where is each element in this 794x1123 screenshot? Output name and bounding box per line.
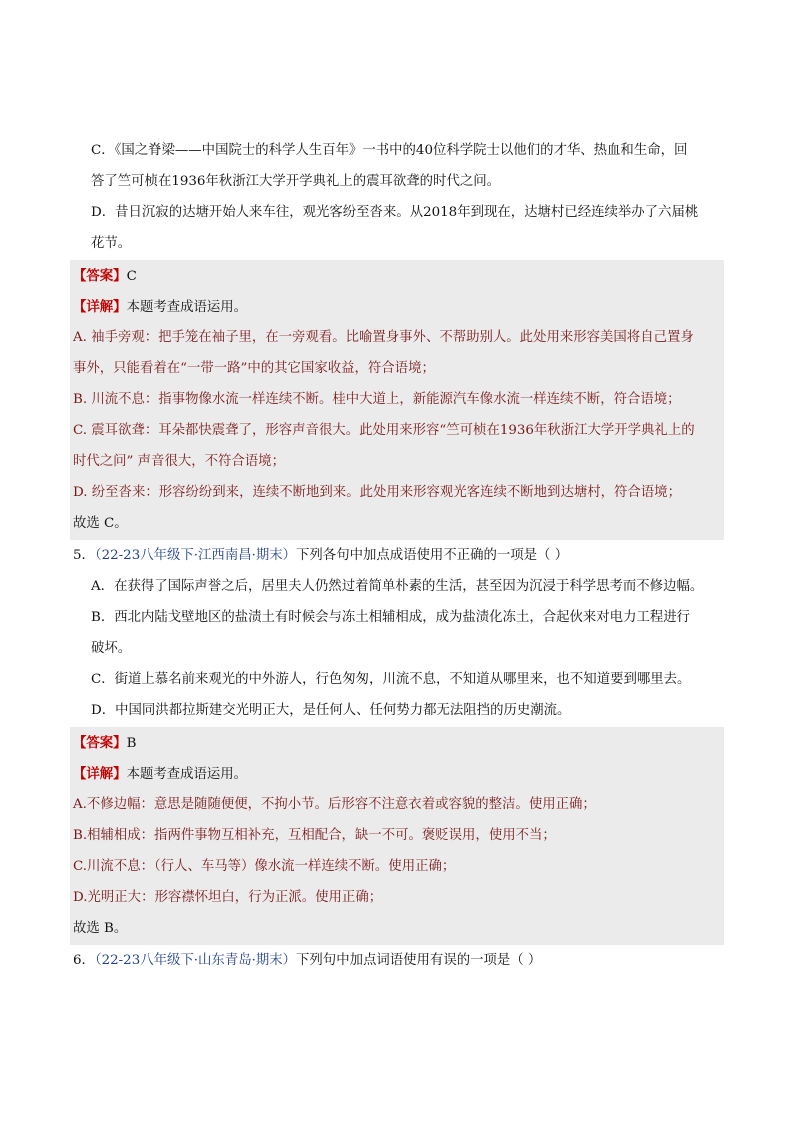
- q5-conclusion: 故选 B。: [73, 921, 128, 936]
- q5-option-c: C．街道上慕名前来观光的中外游人，行色匆匆，川流不息，不知道从哪里来，也不知道要到哪里去。: [91, 672, 691, 687]
- q4-option-d-line1: D．昔日沉寂的达塘开始人来车往，观光客纷至沓来。从2018年到现在，达塘村已经连续举办了六届桃: [91, 205, 699, 220]
- q4-option-c-line2: 答了竺可桢在1936年秋浙江大学开学典礼上的震耳欲聋的时代之问。: [91, 174, 501, 189]
- q4-conclusion: 故选 C。: [73, 516, 128, 531]
- q6-stem: 6．（22-23八年级下·山东青岛·期末）下列句中加点词语使用有误的一项是（ ）: [73, 953, 542, 968]
- q4-answer: 【答案】C: [73, 268, 137, 284]
- q5-detail-line: C.川流不息：（行人、车马等）像水流一样连续不断。使用正确；: [73, 859, 456, 874]
- q5-detail-intro: 【详解】本题考查成语运用。: [73, 766, 248, 782]
- q5-detail-line: B.相辅相成：指两件事物互相补充，互相配合，缺一不可。褒贬误用，使用不当；: [73, 828, 556, 843]
- q5-option-d: D．中国同洪都拉斯建交光明正大，是任何人、任何势力都无法阻挡的历史潮流。: [91, 703, 571, 718]
- q4-detail-line: A. 袖手旁观：把手笼在袖子里，在一旁观看。比喻置身事外、不帮助别人。此处用来形容美国将自己置身: [73, 330, 694, 345]
- q4-detail-line: D. 纷至沓来：形容纷纷到来，连续不断地到来。此处用来形容观光客连续不断地到达塘村，符合语境；: [73, 485, 681, 500]
- q4-option-d-line2: 花节。: [91, 236, 132, 251]
- q5-option-b-line2: 破坏。: [91, 641, 132, 656]
- q4-detail-line: 事外，只能看着在“一带一路”中的其它国家收益，符合语境；: [73, 361, 435, 376]
- q4-detail-line: 时代之问” 声音很大，不符合语境；: [73, 454, 285, 469]
- q4-option-c-line1: C．《国之脊梁——中国院士的科学人生百年》一书中的40位科学院士以他们的才华、热血和生命，回: [91, 143, 688, 158]
- q5-stem: 5．（22-23八年级下·江西南昌·期末）下列各句中加点成语使用不正确的一项是（ ）: [73, 548, 569, 563]
- q4-detail-line: C. 震耳欲聋：耳朵都快震聋了，形容声音很大。此处用来形容“竺可桢在1936年秋浙江大学开学典礼上的: [73, 423, 695, 438]
- q5-option-b-line1: B．西北内陆戈壁地区的盐渍土有时候会与冻土相辅相成，成为盐渍化冻土，合起伙来对电力工程进行: [91, 610, 691, 625]
- q5-detail-line: A.不修边幅：意思是随随便便，不拘小节。后形容不注意衣着或容貌的整洁。使用正确；: [73, 797, 596, 812]
- q5-detail-line: D.光明正大：形容襟怀坦白，行为正派。使用正确；: [73, 890, 383, 905]
- q5-answer: 【答案】B: [73, 735, 137, 751]
- q5-option-a: A．在获得了国际声誉之后，居里夫人仍然过着简单朴素的生活，甚至因为沉浸于科学思考而不修边幅。: [91, 579, 704, 594]
- q4-detail-line: B. 川流不息：指事物像水流一样连续不断。桂中大道上，新能源汽车像水流一样连续不断，符合语境；: [73, 392, 681, 407]
- q4-detail-intro: 【详解】本题考查成语运用。: [73, 299, 248, 315]
